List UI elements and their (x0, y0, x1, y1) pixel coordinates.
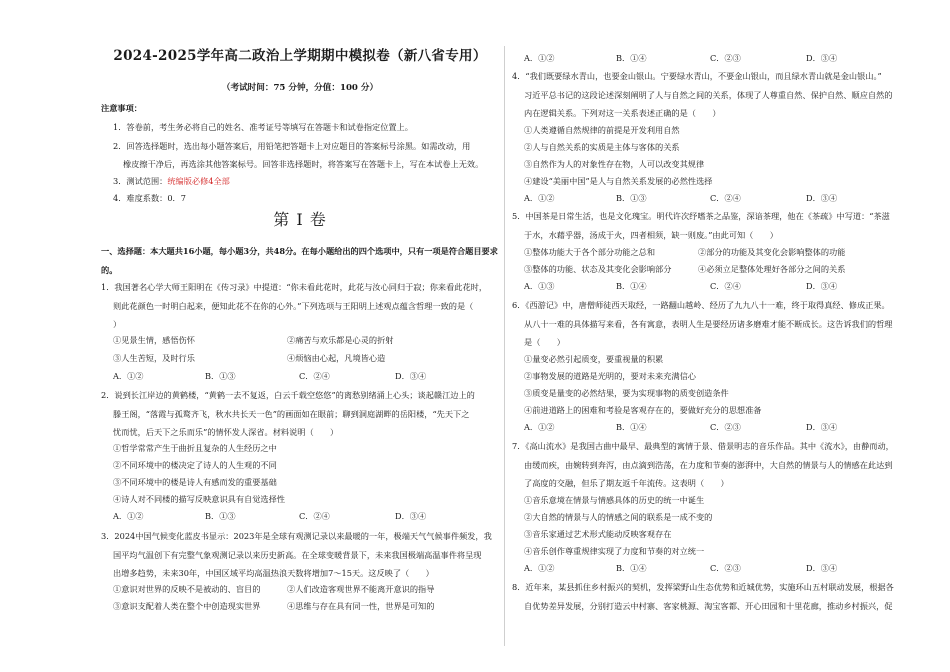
answer-d: D．③④ (395, 371, 427, 381)
section-heading: 一、选择题：本大题共16小题，每小题3分，共48分。在每小题给出的四个选项中，只有一项是符合题目要求的。 (101, 246, 498, 275)
answer-a: A．①② (524, 53, 555, 63)
answer-b: B．①④ (616, 53, 647, 63)
answer-d: D．③④ (806, 281, 838, 291)
question-line: 出增多趋势，未来30年，中国区域平均高温热浪天数将增加7～15天。这反映了（ ） (113, 568, 434, 578)
option: ③人生苦短，及时行乐 (113, 353, 195, 363)
answer-c: C．②③ (710, 422, 741, 432)
question-4 (512, 67, 908, 123)
question-line: ） (113, 319, 122, 329)
note-3-prefix: 3．测试范围： (113, 176, 168, 186)
option: ④建设“美丽中国”是人与自然关系发展的必然性选择 (524, 176, 713, 186)
question-line: 则此花颜色一时明白起来，便知此花不在你的心外。”下列选项与王阳明上述观点蕴含哲理一致的是（ (113, 300, 474, 311)
question-1 (101, 278, 499, 334)
option: ②事物发展的道路是光明的，要对未来充满信心 (524, 371, 696, 381)
question-line: 了高度的交融，但乐了期友返千年流传。这表明（ ） (524, 478, 729, 488)
answer-c: C．②③ (710, 53, 741, 63)
question-line: 5．中国茶是日常生活，也是文化瑰宝。明代许次纾嗜茶之品鉴，深谙茶理，他在《茶疏》中写道：“茶滋 (512, 211, 890, 221)
note-4: 4．难度系数：0．7 (113, 193, 186, 203)
question-2 (101, 386, 499, 442)
answer-a: A．①② (524, 422, 555, 432)
option: ③整体的功能、状态及其变化会影响部分 (524, 264, 672, 274)
answer-a: A．①② (113, 371, 144, 381)
answer-d: D．③④ (806, 563, 838, 573)
note-3-range: 统编版必修4全部 (167, 176, 230, 186)
answer-c: C．②③ (710, 563, 741, 573)
question-line: 由缓而疾，由婉转到奔泻，由点滴到浩荡，在力度和节奏的澎湃中，大自然的情景与人的情感在此达到 (524, 459, 893, 470)
answer-a: A．①② (524, 563, 555, 573)
option: ④诗人对不同楼的描写反映意识具有自觉选择性 (113, 494, 285, 504)
question-line: 忧而忧，后天下之乐而乐”的情怀发人深省。材料说明（ ） (113, 427, 339, 437)
answer-c: C．②④ (710, 281, 741, 291)
question-8 (512, 578, 908, 615)
answer-a: A．①③ (524, 281, 555, 291)
option: ②人们改造客观世界不能离开意识的指导 (287, 584, 435, 594)
exam-meta: （考试时间：75 分钟，分值：100 分） (221, 83, 379, 93)
option: ①量变必然引起质变，要重视量的积累 (524, 354, 664, 364)
question-7 (512, 437, 908, 493)
option: ①人类遵循自然规律的前提是开发利用自然 (524, 125, 680, 135)
option: ③自然作为人的对象性存在物，人可以改变其规律 (524, 159, 705, 169)
answer-a: A．①② (524, 193, 555, 203)
note-2: 2．回答选择题时，选出每小题答案后，用铅笔把答题卡上对应题目的答案标号涂黑。如需改动，用 (113, 141, 471, 151)
volume-heading: 第 I 卷 (273, 210, 327, 229)
option: ④前进道路上的困难和考验是客观存在的，要做好充分的思想准备 (524, 405, 762, 415)
option: ④必须立足整体处理好各部分之间的关系 (698, 264, 846, 274)
exam-title: 2024-2025学年高二政治上学期期中模拟卷（新八省专用） (113, 48, 487, 64)
option: ①整体功能大于各个部分功能之总和 (524, 247, 656, 257)
answer-b: B．①③ (205, 371, 236, 381)
question-line: 4．“我们既要绿水青山，也要金山银山。宁要绿水青山，不要金山银山，而且绿水青山就是金山银山。” (512, 71, 882, 81)
option: ②大自然的情景与人的情感之间的联系是一成不变的 (524, 512, 713, 522)
question-line: 6．《西游记》中，唐僧师徒西天取经，一路翻山越岭、经历了九九八十一难，终于取得真经、修成正果。 (512, 300, 890, 310)
option: ①音乐意境在情景与情感具体的历史的统一中诞生 (524, 495, 705, 505)
option: ②痛苦与欢乐都是心灵的折射 (287, 335, 394, 345)
question-line: 习近平总书记的这段论述深刻阐明了人与自然之间的关系，体现了人尊重自然、保护自然、顺应自然的 (524, 89, 893, 100)
question-line: 自优势差异发展，分别打造云中村寨、客家桃源、淘宝客都、开心田园和十里花廊，推动乡村振兴，促 (524, 600, 893, 611)
option: ④音乐创作尊重规律实现了力度和节奏的对立统一 (524, 546, 705, 556)
answer-b: B．①④ (616, 563, 647, 573)
question-line: 于水，水藉乎器，汤成于火，四者相须，缺一则废。”由此可知（ ） (524, 229, 778, 240)
answer-b: B．①④ (616, 422, 647, 432)
answer-c: C．②④ (299, 511, 330, 521)
answer-c: C．②④ (299, 371, 330, 381)
answer-a: A．①② (113, 511, 144, 521)
option: ②部分的功能及其变化会影响整体的功能 (698, 247, 846, 257)
question-3 (101, 527, 499, 583)
question-line: 3．2024中国气候变化蓝皮书显示：2023年是全球有观测记录以来最暖的一年，极端天气气候事件频发，我 (101, 531, 492, 541)
note-2-cont: 橡皮擦干净后，再选涂其他答案标号。回答非选择题时，将答案写在答题卡上，写在本试卷上无效。 (123, 159, 484, 169)
question-line: 2．说到长江岸边的黄鹤楼，“黄鹤一去不复返，白云千载空悠悠”的离愁别绪涌上心头；谈起赣江边上的 (101, 390, 475, 400)
option: ①见景生情，感悟伤怀 (113, 335, 195, 345)
question-6 (512, 296, 908, 352)
notes-heading: 注意事项： (101, 103, 142, 113)
question-line: 国平均气温创下有完整气象观测记录以来历史新高。在全球变暖背景下，未来我国极端高温事件将呈现 (113, 549, 482, 560)
left-column (101, 0, 499, 672)
question-line: 1．我国著名心学大师王阳明在《传习录》中提道：“你未看此花时，此花与汝心同归于寂；你来看此花时， (101, 282, 488, 292)
option: ②人与自然关系的实质是主体与客体的关系 (524, 142, 680, 152)
answer-d: D．③④ (395, 511, 427, 521)
question-line: 滕王阁，“落霞与孤鹜齐飞，秋水共长天一色”的画面如在眼前；聊到洞庭湖畔的岳阳楼，“先天下之 (113, 408, 470, 419)
option: ④烦恼由心起，凡境皆心造 (287, 353, 386, 363)
answer-d: D．③④ (806, 193, 838, 203)
question-line: 内在逻辑关系。下列对这一关系表述正确的是（ ） (524, 108, 721, 118)
question-line: 8．近年来，某县抓住乡村振兴的契机，发挥梁野山生态优势和近城优势，实施环山五村联动发展，根据各 (512, 582, 894, 592)
question-line: 是（ ） (524, 337, 565, 347)
question-5 (512, 207, 908, 244)
option: ③质变是量变的必然结果，要为实现事物的质变创造条件 (524, 388, 729, 398)
option: ①哲学常常产生于曲折且复杂的人生经历之中 (113, 443, 277, 453)
answer-b: B．①④ (616, 281, 647, 291)
question-line: 从八十一难的具体描写来看，各有寓意，表明人生是要经历诸多磨难才能不断成长。这告诉我们的哲理 (524, 318, 893, 329)
answer-c: C．②④ (710, 193, 741, 203)
option: ③不同环境中的楼是诗人有感而发的重要基础 (113, 477, 277, 487)
column-divider (504, 46, 505, 646)
answer-d: D．③④ (806, 422, 838, 432)
option: ③音乐家通过艺术形式能动反映客观存在 (524, 529, 672, 539)
option: ②不同环境中的楼决定了诗人的人生观的不同 (113, 460, 277, 470)
option: ④思维与存在具有同一性，世界是可知的 (287, 601, 435, 611)
note-1: 1．答卷前，考生务必将自己的姓名、准考证号等填写在答题卡和试卷指定位置上。 (113, 122, 413, 132)
note-3 (113, 175, 499, 187)
option: ③意识支配着人类在整个中创造现实世界 (113, 601, 261, 611)
answer-d: D．③④ (806, 53, 838, 63)
option: ①意识对世界的反映不是被动的、盲目的 (113, 584, 261, 594)
question-line: 7．《高山流水》是我国古曲中最早、最典型的寓情于景、借景明志的音乐作品。其中《流水》，由静而动， (512, 441, 894, 451)
right-column (512, 0, 908, 672)
answer-b: B．①③ (616, 193, 647, 203)
answer-b: B．①③ (205, 511, 236, 521)
